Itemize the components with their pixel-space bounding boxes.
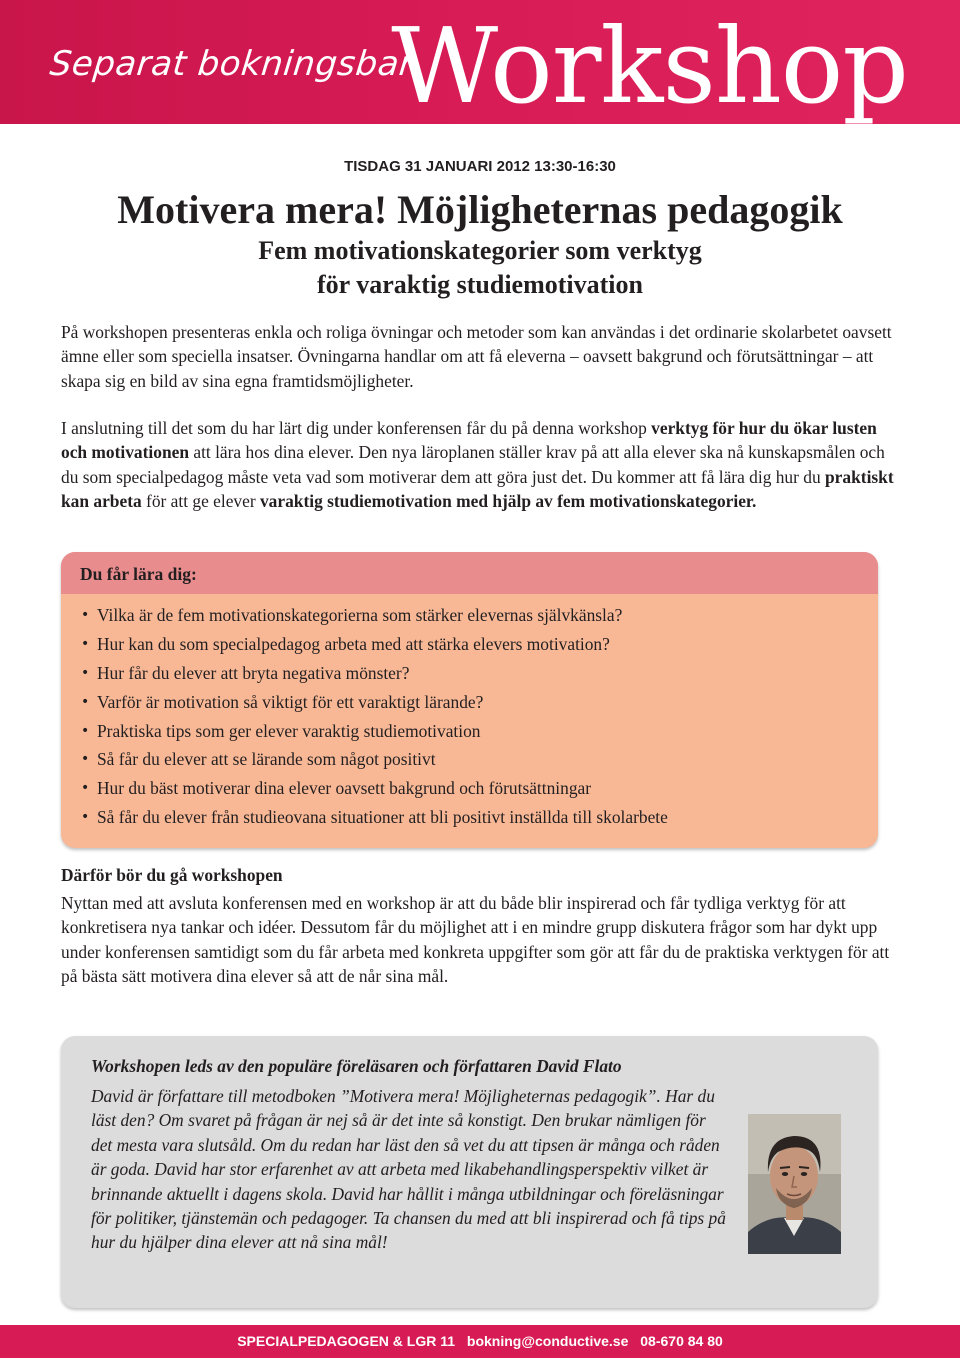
header-title: Workshop [391, 5, 908, 127]
bullet-icon: • [81, 751, 90, 768]
speaker-bio: David är författare till metodboken ”Motivera mera! Möjligheternas pedagogik”. Har du läst den? Om svaret på frågan är nej så är det inte så konstigt. Den brukar nämligen för det mesta vara slutsåld. Om du redan har läst den så vet du att tipsen är många och råden är goda. David har stor erfarenhet av att arbeta med likabehandlingsperspektiv vilket är brinnande aktuellt i dagens skola. David har hållit i många utbildningar och föreläsningar för politiker, tjänstemän och pedagoger. Ta chansen du med att bli inspirerad och få tips på hur du hjälper dina elever att nå sina mål! [91, 1086, 726, 1253]
list-item [81, 774, 878, 803]
bullet-icon: • [81, 780, 90, 797]
bullet-icon: • [81, 635, 90, 652]
learning-box [61, 552, 878, 848]
p2-bold: varaktig studiemotivation med hjälp av fem motivationskategorier. [259, 490, 757, 511]
list-item [81, 717, 878, 746]
page-title: Motivera mera! Möjligheternas pedagogik [117, 187, 843, 232]
bullet-icon: • [81, 607, 90, 623]
intro-paragraph-2 [61, 416, 901, 513]
footer-org: SPECIALPEDAGOGEN & LGR 11 [237, 1333, 456, 1349]
subtitle-line-2: för varaktig studiemotivation [317, 270, 643, 299]
speaker-heading: Workshopen leds av den populäre föreläsaren och författaren David Flato [91, 1056, 622, 1076]
list-item-text: Så får du elever från studieovana situationer att bli positivt inställda till skolarbete [97, 807, 668, 828]
list-item-text: Så får du elever att se lärande som något positivt [97, 749, 436, 770]
header-tagline: Separat bokningsbar [47, 44, 416, 84]
footer-bar [0, 1325, 960, 1358]
list-item [81, 659, 878, 688]
footer-email[interactable]: bokning@conductive.se [466, 1333, 629, 1349]
learning-heading: Du får lära dig: [61, 552, 878, 594]
bullet-icon: • [81, 722, 90, 739]
speaker-photo [748, 1114, 841, 1254]
list-item [81, 630, 878, 659]
portrait-illustration [748, 1114, 841, 1254]
list-item [81, 601, 878, 630]
learning-list [61, 594, 878, 832]
why-paragraph: Nyttan med att avsluta konferensen med en workshop är att du både blir inspirerad och får tydliga verktyg för att konkretisera nya tankar och idéer. Dessutom får du möjlighet att i en mindre grupp diskutera frågor som har dykt upp under konferensen samtidigt som du får arbeta med konkreta uppgifter som gör att får du de praktiska verktygen för att på bästa sätt motivera dina elever så att de når sina mål. [61, 893, 890, 986]
list-item [81, 745, 878, 774]
p2-bold: praktiskt kan arbeta [61, 466, 894, 511]
footer-phone: 08-670 84 80 [640, 1333, 723, 1349]
list-item-text: Hur får du elever att bryta negativa mönster? [97, 662, 410, 683]
speaker-box [61, 1036, 878, 1308]
p2-text: att lära hos dina elever. Den nya läroplanen ställer krav på att alla elever ska nå kunskapsmålen och du som specialpedagog måste veta vad som motiverar dem att göra just det. Du kommer att få lära dig hur du [61, 442, 885, 487]
p2-bold: verktyg för hur du ökar lusten och motivationen [61, 418, 877, 463]
bullet-icon: • [81, 693, 90, 710]
list-item-text: Praktiska tips som ger elever varaktig studiemotivation [97, 720, 481, 741]
list-item-text: Hur kan du som specialpedagog arbeta med att stärka elevers motivation? [97, 633, 610, 654]
bullet-icon: • [81, 809, 90, 826]
list-item-text: Hur du bäst motiverar dina elever oavsett bakgrund och förutsättningar [97, 778, 592, 799]
why-heading: Därför bör du gå workshopen [61, 865, 283, 885]
intro-paragraph-1: På workshopen presenteras enkla och roliga övningar och metoder som kan användas i det ordinarie skolarbetet oavsett ämne eller som speciella insatser. Övningarna handlar om att få eleverna – oavsett bakgrund och förutsättningar – att skapa sig en bild av sina egna framtidsmöjligheter. [61, 322, 892, 391]
p2-text: för att ge elever [141, 490, 260, 511]
list-item-text: Vilka är de fem motivationskategorierna som stärker elevernas självkänsla? [97, 605, 623, 625]
header-banner [0, 0, 960, 127]
list-item-text: Varför är motivation så viktigt för ett varaktigt lärande? [97, 691, 484, 712]
event-date: TISDAG 31 JANUARI 2012 13:30-16:30 [344, 158, 616, 175]
subtitle-line-1: Fem motivationskategorier som verktyg [258, 236, 702, 265]
bullet-icon: • [81, 664, 90, 681]
list-item [81, 688, 878, 717]
p2-text: I anslutning till det som du har lärt dig under konferensen får du på denna workshop [61, 418, 652, 438]
list-item [81, 803, 878, 832]
